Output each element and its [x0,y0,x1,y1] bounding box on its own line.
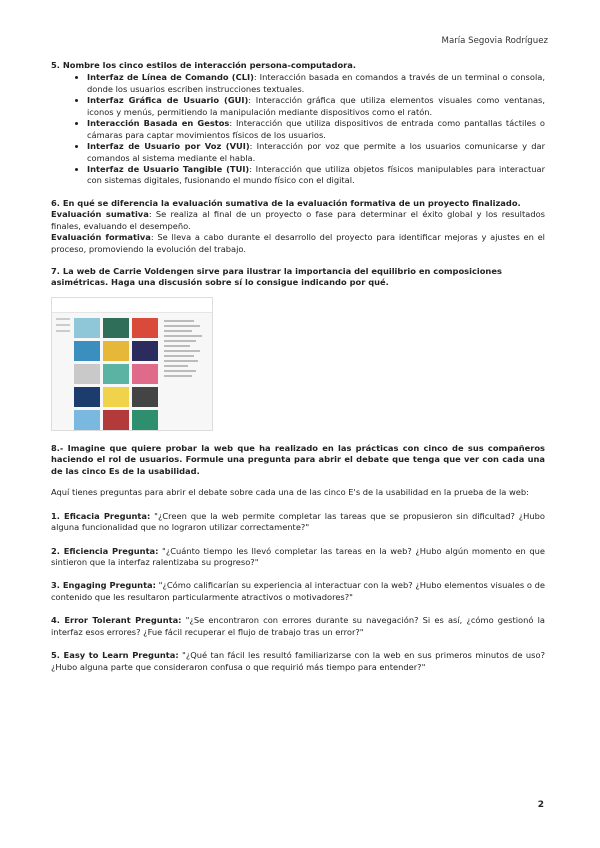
thumbnail-tile [132,387,158,407]
thumbnail-tile [74,341,100,361]
thumbnail-tile [132,341,158,361]
question-term: 1. Eficacia Pregunta: [51,510,151,521]
sumativa-desc: : Se realiza al final de un proyecto o fase para determinar el éxito global y los resultados finales, evaluando el desempeño. [51,209,545,231]
item-term: Interacción Basada en Gestos [87,118,230,129]
thumbnail-tile [103,341,129,361]
question-6-title: 6. En qué se diferencia la evaluación sumativa de la evaluación formativa de un proyecto finalizado. [51,197,521,208]
question-8-section [51,443,545,673]
list-item [87,141,545,164]
question-term: 5. Easy to Learn Pregunta: [51,650,179,661]
thumbnail-tile [103,364,129,384]
question-text: "¿Cómo calificarían su experiencia al interactuar con la web? ¿Hubo elementos visuales o de contenido que les resultaron particularmente atractivos o motivadores?" [51,580,545,602]
thumbnail-tile [74,387,100,407]
usability-question [51,615,545,638]
interaction-styles-list [51,72,545,186]
formativa-desc: : Se lleva a cabo durante el desarrollo del proyecto para identificar mejoras y ajustes en el proceso, promoviendo la evolución del trabajo. [51,232,545,254]
question-text: "¿Qué tan fácil les resultó familiarizarse con la web en sus primeros minutos de uso? ¿Hubo alguna parte que consideraron confusa o que requirió más tiempo para entender?" [51,650,545,672]
thumbnail-tile [74,364,100,384]
usability-question [51,650,545,673]
thumbnail-tile [132,410,158,430]
screenshot-thumbnail-grid [74,318,158,431]
usability-question [51,580,545,603]
list-item [87,72,545,95]
usability-question [51,511,545,534]
list-item [87,118,545,141]
author-name: María Segovia Rodríguez [441,36,548,46]
thumbnail-tile [103,410,129,430]
page-number: 2 [537,800,544,810]
screenshot-sidebar [56,318,70,358]
thumbnail-tile [74,410,100,430]
question-5-title: 5. Nombre los cinco estilos de interacción persona-computadora. [51,60,357,70]
question-text: "¿Cuánto tiempo les llevó completar las tareas en la web? ¿Hubo algún momento en que sintieron que la interfaz ralentizaba su progreso?" [51,545,545,567]
screenshot-text-column [164,320,204,380]
list-item [87,164,545,187]
item-desc: : Interacción que utiliza dispositivos de entrada como pantallas táctiles o cámaras para captar movimientos físicos de los usuarios. [87,118,545,140]
thumbnail-tile [103,318,129,338]
document-body [51,60,545,673]
question-text: "¿Se encontraron con errores durante su navegación? Si es así, ¿cómo gestionó la interfaz esos errores? ¿Fue fácil recuperar el flujo de trabajo tras un error?" [51,615,545,637]
item-desc: : Interacción por voz que permite a los usuarios comunicarse y dar comandos al sistema mediante el habla. [87,141,545,163]
item-term: Interfaz Gráfica de Usuario (GUI) [87,95,249,106]
thumbnail-tile [74,318,100,338]
item-desc: : Interacción que utiliza objetos físicos manipulables para interactuar con sistemas digitales, fusionando el mundo físico con el digital. [87,163,545,186]
question-6-section [51,198,545,255]
formativa-paragraph [51,232,545,255]
list-item [87,95,545,118]
question-8-intro: Aquí tienes preguntas para abrir el debate sobre cada una de las cinco E's de la usabilidad en la prueba de la web: [51,487,529,498]
item-desc: : Interacción gráfica que utiliza elementos visuales como ventanas, iconos y menús, permitiendo la manipulación mediante dispositivos como el ratón. [87,95,545,117]
thumbnail-tile [132,364,158,384]
item-term: Interfaz de Usuario Tangible (TUI) [87,163,250,174]
formativa-term: Evaluación formativa [51,232,151,243]
question-7-title: 7. La web de Carrie Voldengen sirve para ilustrar la importancia del equilibrio en composiciones asimétricas. Haga una discusión sobre sí lo consigue indicando por qué. [51,266,502,288]
item-term: Interfaz de Usuario por Voz (VUI) [87,141,250,152]
usability-question [51,546,545,569]
item-desc: : Interacción basada en comandos a través de un terminal o consola, donde los usuarios escriben instrucciones textuales. [87,72,545,94]
sumativa-paragraph [51,209,545,232]
question-term: 2. Eficiencia Pregunta: [51,545,159,556]
question-8-title: 8.- Imagine que quiere probar la web que ha realizado en las prácticas con cinco de sus compañeros haciendo el rol de usuarios. Formule una pregunta para abrir el debate que tenga que ver con cada una de las cinco Es de la usabilidad. [51,442,545,476]
website-screenshot-image [51,297,213,431]
screenshot-header-bar [52,298,212,313]
question-text: "¿Creen que la web permite completar las tareas que se propusieron sin dificultad? ¿Hubo alguna funcionalidad que no lograron utilizar correctamente?" [51,510,545,533]
thumbnail-tile [103,387,129,407]
thumbnail-tile [132,318,158,338]
question-term: 3. Engaging Pregunta: [51,580,156,591]
question-term: 4. Error Tolerant Pregunta: [51,615,182,626]
item-term: Interfaz de Línea de Comando (CLI) [87,72,254,83]
sumativa-term: Evaluación sumativa [51,209,149,220]
question-7-section [51,266,545,431]
question-5-section [51,60,545,187]
